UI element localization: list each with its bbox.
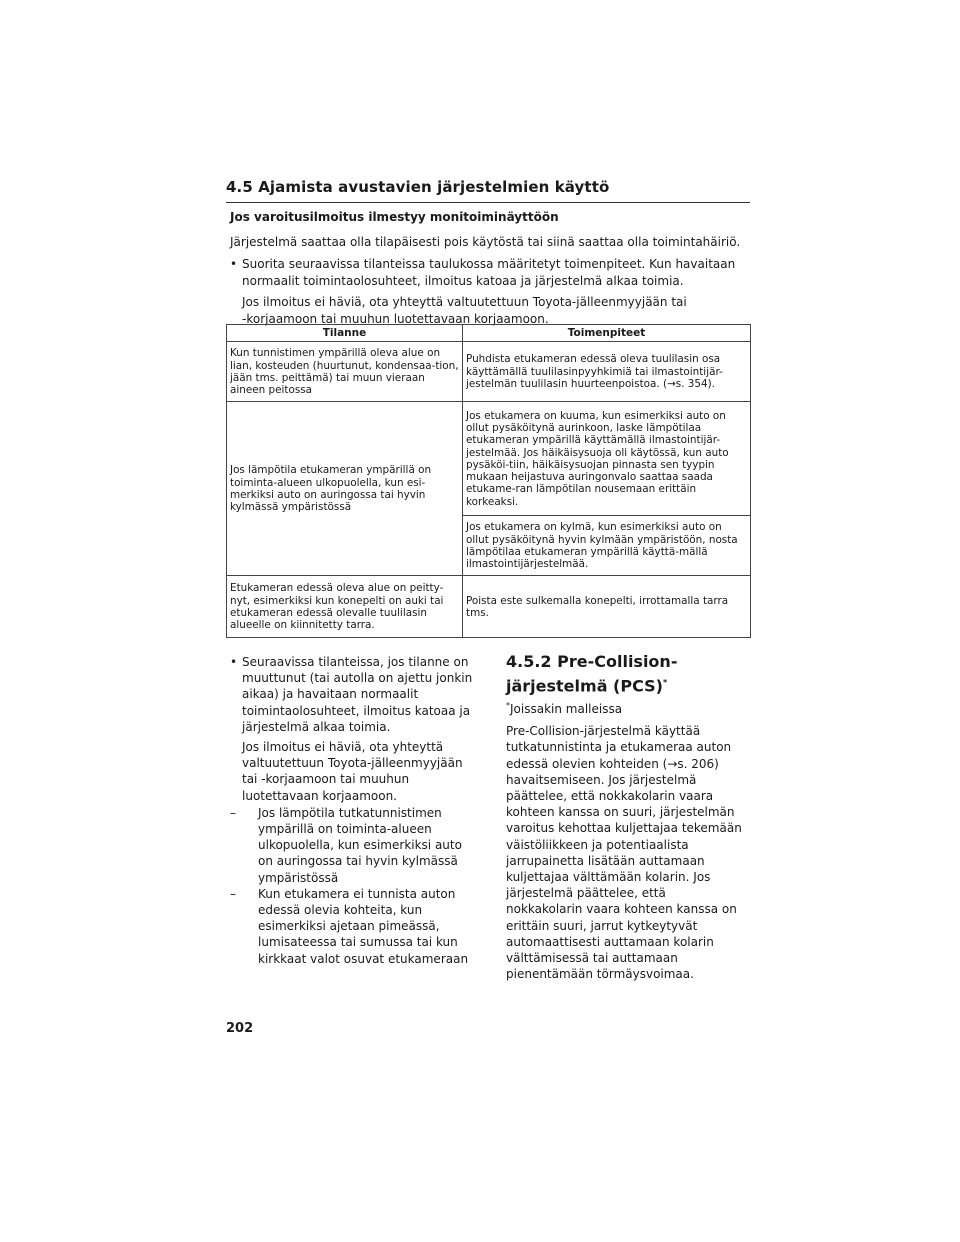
dash-glyph: –: [230, 805, 236, 820]
pcs-heading-mark: *: [662, 678, 668, 687]
table-row: [227, 402, 751, 516]
table-cell-action: Poista este sulkemalla konepelti, irrottamalla tarra tms.: [463, 576, 751, 638]
warning-subheading: Jos varoitusilmoitus ilmestyy monitoiminäyttöön: [230, 210, 559, 224]
bullet1-line2: normaalit toimintaolosuhteet, ilmoitus katoaa ja järjestelmä alkaa toimia.: [242, 274, 684, 288]
table-header-row: [227, 325, 751, 342]
header-rule: [226, 202, 750, 203]
bullet1-line4: -korjaamoon tai muuhun luotettavaan korjaamoon.: [242, 312, 549, 326]
section-title: 4.5 Ajamista avustavien järjestelmien käyttö: [226, 178, 610, 196]
table-row: [227, 576, 751, 638]
section-header: [226, 178, 750, 203]
dash-glyph: –: [230, 886, 236, 901]
bullet-conditions: [230, 654, 474, 967]
left-column: [230, 654, 474, 967]
bullet1-line3: Jos ilmoitus ei häviä, ota yhteyttä valtuutettuun Toyota-jälleenmyyjään tai: [242, 295, 687, 309]
table-row: [227, 342, 751, 402]
table-header-situation: Tilanne: [227, 325, 463, 342]
table-cell-action: Jos etukamera on kuuma, kun esimerkiksi auto on ollut pysäköitynä aurinkoon, laske lämpötilaa etukameran ympärillä käyttämällä ilmastointijär-jestelmää. Jos häikäisysuoja oli käytössä, kun auto pysäköi-tiin, häikäisysuojan pinnasta sen tyypin mukaan heijastuva auringonvalo saattaa saada etukame-ran lämpötilan nousemaan erittäin korkeaksi.: [463, 402, 751, 516]
right-column: [506, 698, 746, 982]
table-cell-action: Jos etukamera on kylmä, kun esimerkiksi auto on ollut pysäköitynä hyvin kylmään ympäristöön, nosta lämpötilaa etukameran ympärillä käyttä-mällä ilmastointijärjestelmää.: [463, 516, 751, 576]
conditions-table: [226, 324, 751, 638]
model-note-text: Joissakin malleissa: [510, 702, 623, 716]
dash-item-radar: [230, 805, 474, 886]
model-note: [506, 698, 746, 717]
table-cell-situation: Etukameran edessä oleva alue on peitty-nyt, esimerkiksi kun konepelti on auki tai etukameran edessä olevalle tuulilasin alueelle on kiinnitetty tarra.: [227, 576, 463, 638]
model-note-mark: *: [506, 701, 510, 710]
dash-item-text: Jos lämpötila tutkatunnistimen ympärillä on toiminta-alueen ulkopuolella, kun esimerkiksi auto on auringossa tai hyvin kylmässä ympäristössä: [258, 805, 462, 885]
table-header-action: Toimenpiteet: [463, 325, 751, 342]
bullet-table-instructions: [230, 256, 750, 328]
table-cell-situation: Kun tunnistimen ympärillä oleva alue on lian, kosteuden (huurtunut, kondensaa-tion, jään tms. peittämä) tai muun vieraan aineen peitossa: [227, 342, 463, 402]
bullet-conditions-text: Seuraavissa tilanteissa, jos tilanne on muuttunut (tai autolla on ajettu jonkin aikaa) ja havaitaan normaalit toimintaolosuhteet, ilmoitus katoaa ja järjestelmä alkaa toimia.: [242, 655, 473, 734]
pcs-heading: [506, 651, 756, 696]
pcs-body: Pre-Collision-järjestelmä käyttää tutkatunnistinta ja etukameraa auton edessä olevien kohteiden (→s. 206) havaitsemiseen. Jos järjestelmä päättelee, että nokkakolarin vaara kohteen kanssa on suuri, järjestelmän varoitus kehottaa kuljettajaa tekemään väistöliikkeen ja potentiaalista jarrupainetta lisätään auttamaan kuljettajaa välttämään kolarin. Jos järjestelmä päättelee, että nokkakolarin vaara kohteen kanssa on erittäin suuri, jarrut kytkeytyvät automaattisesti auttamaan kolarin välttämisessä tai auttamaan pienentämään törmäysvoimaa.: [506, 724, 742, 982]
bullet-glyph: •: [230, 257, 238, 271]
pcs-heading-text: 4.5.2 Pre-Collision-järjestelmä (PCS): [506, 652, 678, 696]
dash-item-text: Kun etukamera ei tunnista auton edessä olevia kohteita, kun esimerkiksi ajetaan pimeässä, lumisateessa tai sumussa tai kun kirkkaat valot osuvat etukameraan: [258, 886, 469, 966]
bullet-glyph: •: [230, 655, 238, 669]
table-cell-action: Puhdista etukameran edessä oleva tuulilasin osa käyttämällä tuulilasinpyyhkimiä tai ilmastointijär-jestelmän tuulilasin huurteenpoistoa. (→s. 354).: [463, 342, 751, 402]
intro-paragraph: Järjestelmä saattaa olla tilapäisesti pois käytöstä tai siinä saattaa olla toimintahäiriö.: [230, 235, 741, 249]
bullet1-line1: Suorita seuraavissa tilanteissa taulukossa määritetyt toimenpiteet. Kun havaitaan: [242, 257, 736, 271]
contact-text: Jos ilmoitus ei häviä, ota yhteyttä valtuutettuun Toyota-jälleenmyyjään tai -korjaamoon tai muuhun luotettavaan korjaamoon.: [242, 740, 463, 803]
dash-item-camera: [230, 886, 474, 967]
table-cell-situation: Jos lämpötila etukameran ympärillä on toiminta-alueen ulkopuolella, kun esi-merkiksi auto on auringossa tai hyvin kylmässä ympäristössä: [227, 402, 463, 576]
page-number: 202: [226, 1021, 254, 1036]
